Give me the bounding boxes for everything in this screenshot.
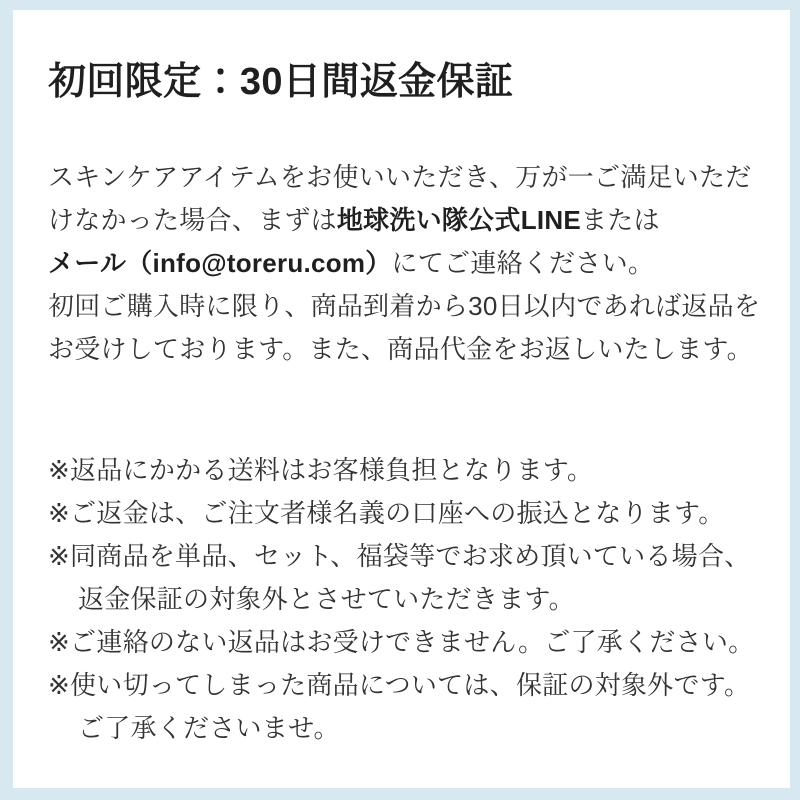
note-item: ※同商品を単品、セット、福袋等でお求め頂いている場合、 返金保証の対象外とさせていただきます。 [48, 541, 751, 614]
guarantee-paragraph [48, 156, 772, 371]
text-segment: 初回ご購入時に限り、商品到着から30日以内であれば返品を [48, 291, 761, 321]
page-title: 初回限定：30日間返金保証 [48, 61, 514, 103]
text-segment: お受けしております。また、商品代金をお返しいたします。 [48, 334, 753, 364]
text-segment: スキンケアアイテムをお使いいただき、万が一ご満足いただ [48, 162, 752, 192]
text-segment: にてご連絡ください。 [391, 248, 655, 278]
emphasis-text: メール（info@toreru.com） [48, 248, 392, 278]
guarantee-content [13, 10, 790, 750]
notes-list [48, 449, 772, 750]
text-segment: けなかった場合、まずは [48, 205, 337, 235]
emphasis-text: 地球洗い隊公式LINE [336, 205, 581, 235]
text-segment: または [580, 205, 660, 235]
note-item: ※使い切ってしまった商品については、保証の対象外です。 ご了承くださいませ。 [48, 670, 751, 743]
guarantee-card [13, 10, 790, 788]
note-item: ※返品にかかる送料はお客様負担となります。 [48, 455, 594, 485]
note-item: ※ご返金は、ご注文者様名義の口座への振込となります。 [48, 498, 725, 528]
note-item: ※ご連絡のない返品はお受けできません。ご了承ください。 [48, 627, 755, 657]
